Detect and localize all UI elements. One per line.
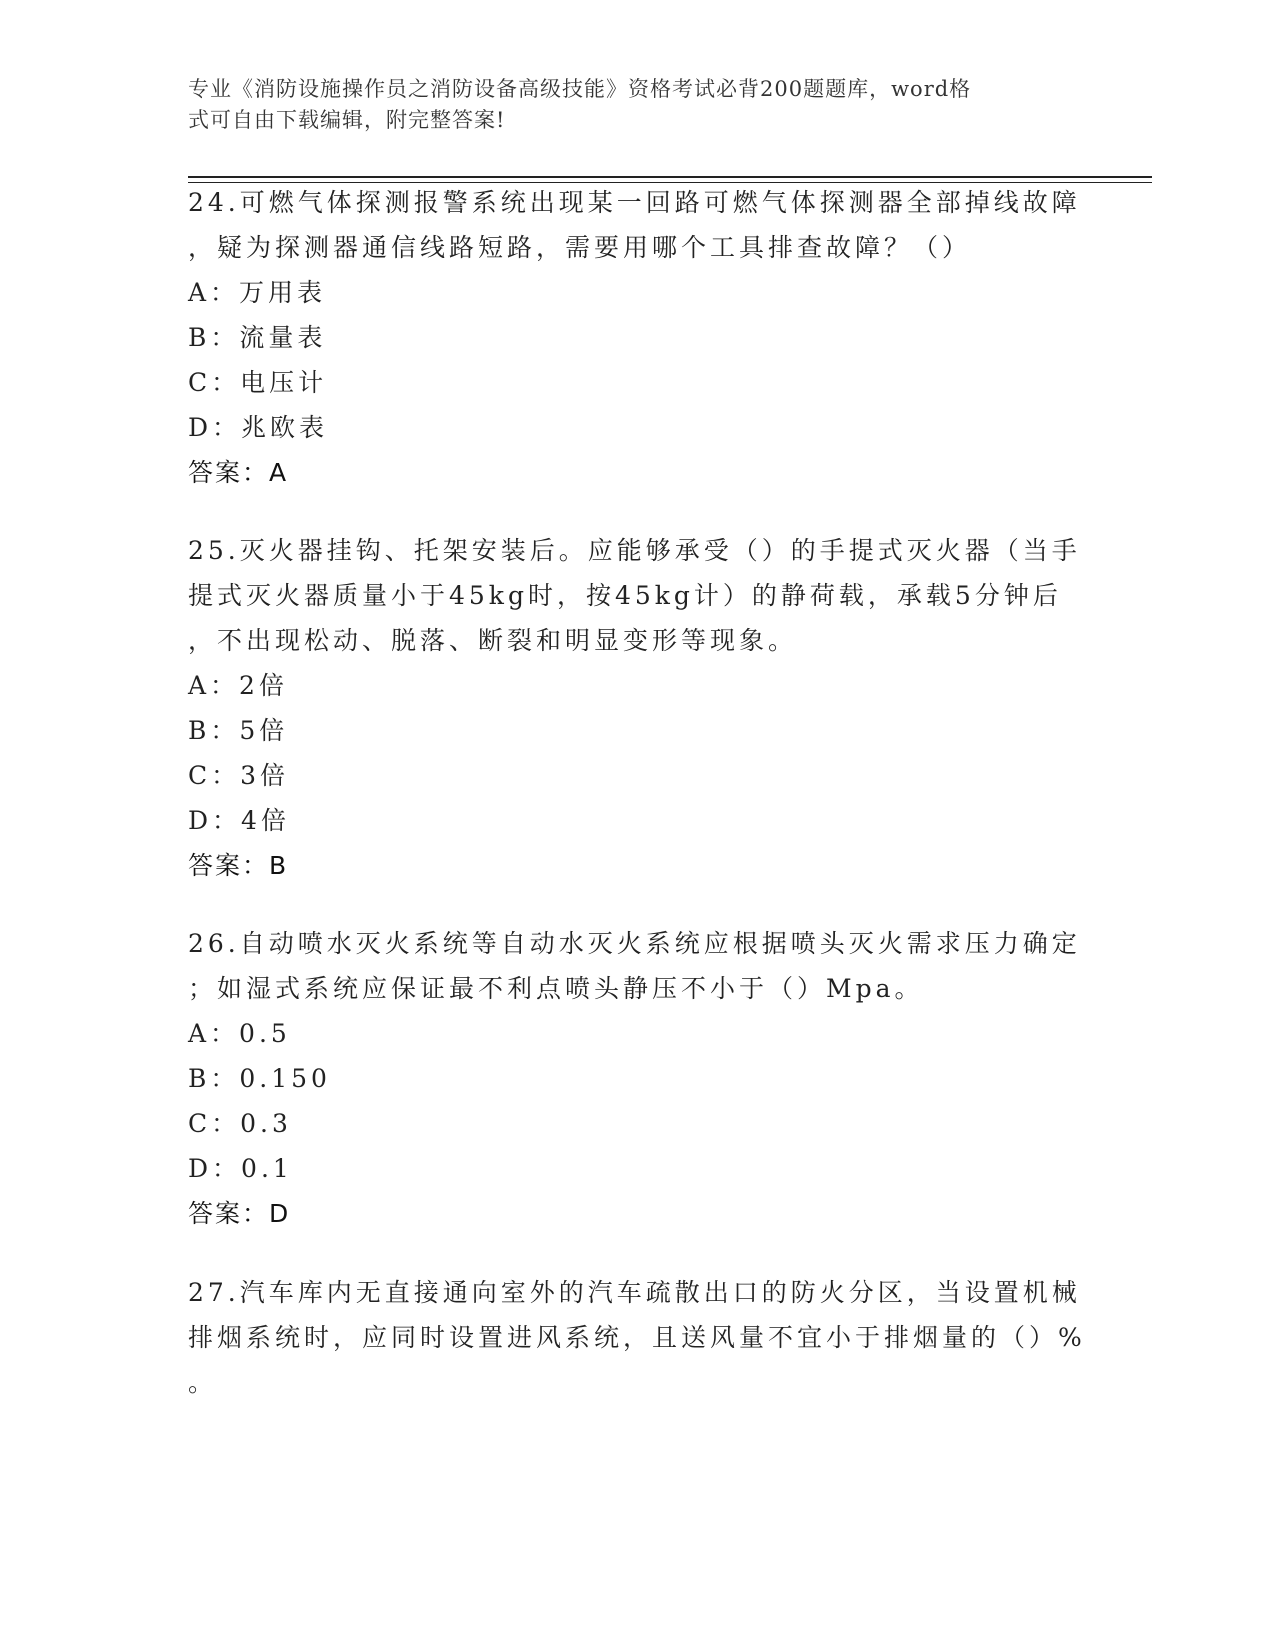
document-header xyxy=(188,74,1068,136)
question-stem-line: 排烟系统时，应同时设置进风系统，且送风量不宜小于排烟量的（）% xyxy=(188,1323,1086,1352)
option-b: B：流量表 xyxy=(188,323,327,352)
question-26 xyxy=(188,921,1088,1236)
question-stem-line: 。 xyxy=(188,1368,218,1397)
option-c: C：电压计 xyxy=(188,368,328,397)
header-line-1: 专业《消防设施操作员之消防设备高级技能》资格考试必背200题题库，word格 xyxy=(188,77,972,101)
question-24 xyxy=(188,180,1088,495)
header-divider-thick xyxy=(188,176,1152,178)
option-b: B：5倍 xyxy=(188,716,289,745)
answer-line: 答案：D xyxy=(188,1199,291,1228)
question-stem-line: ；如湿式系统应保证最不利点喷头静压不小于（）Mpa。 xyxy=(188,974,924,1003)
header-line-2: 式可自由下载编辑，附完整答案! xyxy=(188,108,506,132)
option-c: C：0.3 xyxy=(188,1109,292,1138)
question-stem-line: 24.可燃气体探测报警系统出现某一回路可燃气体探测器全部掉线故障 xyxy=(188,188,1081,217)
question-stem-line: 提式灭火器质量小于45kg时，按45kg计）的静荷载，承载5分钟后 xyxy=(188,581,1062,610)
question-stem-line: 27.汽车库内无直接通向室外的汽车疏散出口的防火分区，当设置机械 xyxy=(188,1278,1081,1307)
option-d: D：0.1 xyxy=(188,1154,293,1183)
answer-line: 答案：B xyxy=(188,851,289,880)
option-a: A：万用表 xyxy=(188,278,327,307)
question-stem-line: ，疑为探测器通信线路短路，需要用哪个工具排查故障？（） xyxy=(188,233,972,262)
question-27 xyxy=(188,1270,1088,1405)
option-d: D：兆欧表 xyxy=(188,413,329,442)
question-25 xyxy=(188,528,1088,888)
option-d: D：4倍 xyxy=(188,806,290,835)
option-b: B：0.150 xyxy=(188,1064,331,1093)
question-stem-line: ，不出现松动、脱落、断裂和明显变形等现象。 xyxy=(188,626,798,655)
option-c: C：3倍 xyxy=(188,761,290,790)
question-stem-line: 26.自动喷水灭火系统等自动水灭火系统应根据喷头灭火需求压力确定 xyxy=(188,929,1081,958)
question-stem-line: 25.灭火器挂钩、托架安装后。应能够承受（）的手提式灭火器（当手 xyxy=(188,536,1081,565)
answer-line: 答案：A xyxy=(188,458,289,487)
option-a: A：0.5 xyxy=(188,1019,291,1048)
option-a: A：2倍 xyxy=(188,671,288,700)
